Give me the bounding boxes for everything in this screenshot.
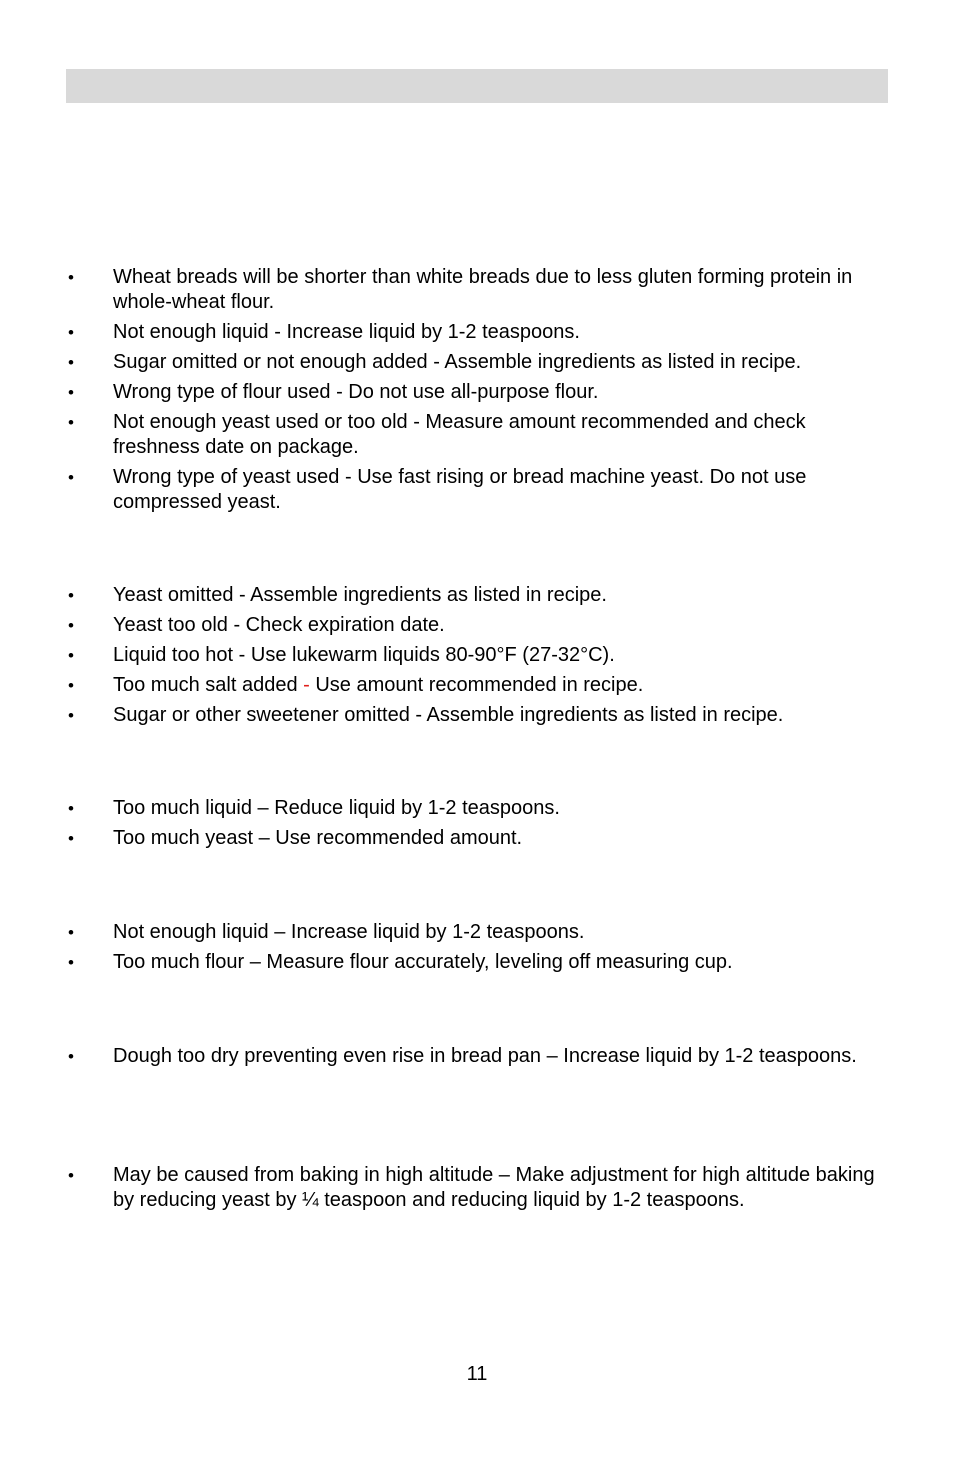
- header-bar: [66, 69, 888, 103]
- list-item: [66, 350, 888, 375]
- list-item: [66, 320, 888, 345]
- list-item-text: [113, 674, 643, 696]
- list-item: [66, 673, 888, 698]
- bullet-icon: •: [68, 468, 74, 487]
- list-item: [66, 380, 888, 405]
- bullet-icon: •: [68, 383, 74, 402]
- list-item-text: Not enough yeast used or too old - Measure amount recommended and check freshness date on package.: [113, 411, 806, 458]
- list-item: [66, 465, 888, 515]
- bullet-icon: •: [68, 953, 74, 972]
- section-no-rise: [66, 583, 888, 733]
- bullet-icon: •: [68, 1166, 74, 1185]
- list-item-text: Dough too dry preventing even rise in bread pan – Increase liquid by 1-2 teaspoons.: [113, 1045, 857, 1067]
- list-item-text: Too much flour – Measure flour accurately, leveling off measuring cup.: [113, 951, 733, 973]
- bullet-icon: •: [68, 923, 74, 942]
- list-item: [66, 265, 888, 315]
- bullet-icon: •: [68, 646, 74, 665]
- section-over-rise: [66, 796, 888, 856]
- list-item-text: Sugar omitted or not enough added - Assemble ingredients as listed in recipe.: [113, 351, 802, 373]
- section-altitude: [66, 1163, 888, 1218]
- list-item-text: Not enough liquid – Increase liquid by 1-2 teaspoons.: [113, 921, 585, 943]
- list-item: [66, 1044, 888, 1069]
- bullet-icon: •: [68, 323, 74, 342]
- list-item: [66, 613, 888, 638]
- list-item: [66, 796, 888, 821]
- list-item-text: Not enough liquid - Increase liquid by 1-2 teaspoons.: [113, 321, 580, 343]
- bullet-icon: •: [68, 268, 74, 287]
- list-item: [66, 583, 888, 608]
- list-item-text: Wrong type of flour used - Do not use all-purpose flour.: [113, 381, 599, 403]
- list-item: [66, 1163, 888, 1213]
- list-item: [66, 643, 888, 668]
- bullet-icon: •: [68, 829, 74, 848]
- bullet-icon: •: [68, 706, 74, 725]
- list-item-text: Yeast omitted - Assemble ingredients as listed in recipe.: [113, 584, 607, 606]
- list-item-text: Too much liquid – Reduce liquid by 1-2 teaspoons.: [113, 797, 560, 819]
- salt-text-before: Too much salt added: [113, 674, 304, 696]
- salt-text-after: Use amount recommended in recipe.: [309, 674, 644, 696]
- list-item-text: Wheat breads will be shorter than white breads due to less gluten forming protein in whole-wheat flour.: [113, 266, 853, 313]
- section-uneven: [66, 1044, 888, 1074]
- section-dense: [66, 920, 888, 980]
- bullet-icon: •: [68, 353, 74, 372]
- list-item-text: Too much yeast – Use recommended amount.: [113, 827, 523, 849]
- page-number: 11: [466, 1363, 488, 1385]
- list-item-text: Wrong type of yeast used - Use fast rising or bread machine yeast. Do not use compressed yeast.: [113, 466, 807, 513]
- list-item-text: Sugar or other sweetener omitted - Assemble ingredients as listed in recipe.: [113, 704, 784, 726]
- list-item: [66, 703, 888, 728]
- bullet-icon: •: [68, 616, 74, 635]
- bullet-icon: •: [68, 1047, 74, 1066]
- bullet-icon: •: [68, 799, 74, 818]
- list-item: [66, 920, 888, 945]
- list-item: [66, 826, 888, 851]
- list-item: [66, 410, 888, 460]
- list-item: [66, 950, 888, 975]
- salt-dash: -: [303, 674, 310, 696]
- section-short-loaf: [66, 265, 888, 520]
- bullet-icon: •: [68, 413, 74, 432]
- list-item-text: May be caused from baking in high altitude – Make adjustment for high altitude baking by reducing yeast by ¼ teaspoon and reducing liquid by 1-2 teaspoons.: [113, 1164, 875, 1211]
- list-item-text: Yeast too old - Check expiration date.: [113, 614, 445, 636]
- list-item-text: Liquid too hot - Use lukewarm liquids 80-90°F (27-32°C).: [113, 644, 615, 666]
- bullet-icon: •: [68, 586, 74, 605]
- bullet-icon: •: [68, 676, 74, 695]
